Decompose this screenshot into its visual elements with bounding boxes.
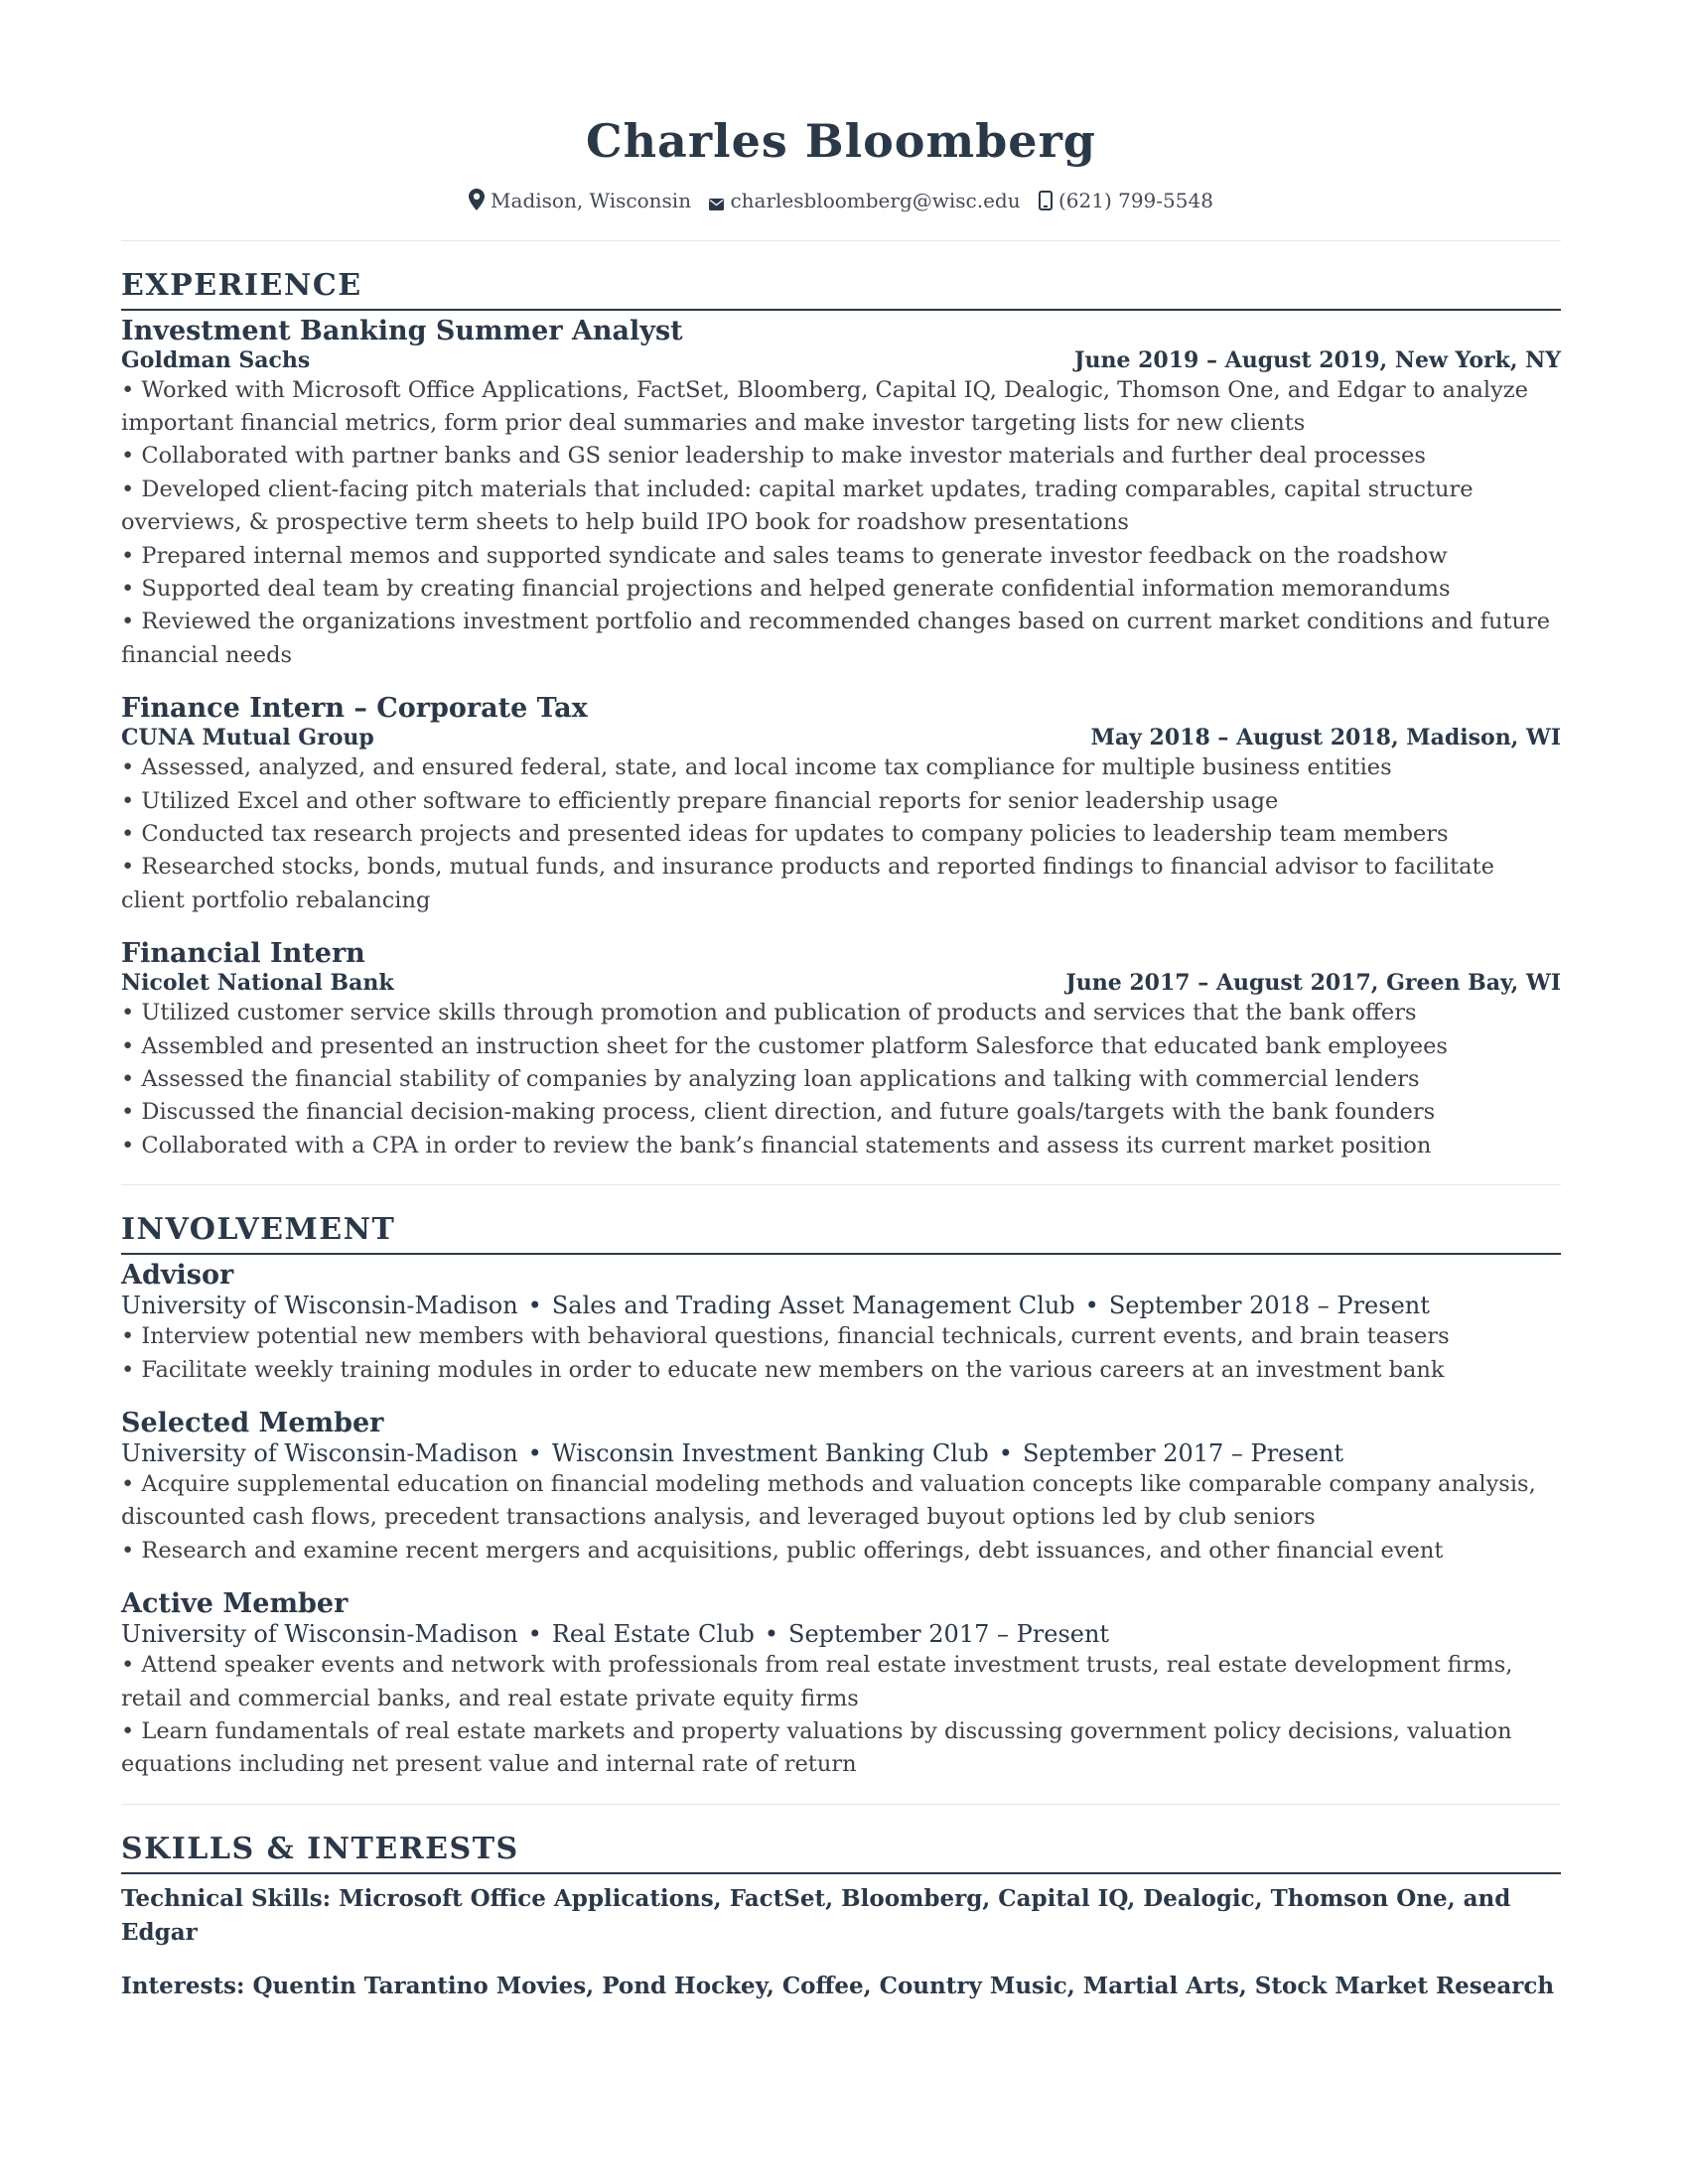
bullet-item: • Facilitate weekly training modules in order to educate new members on the various careers at an investment bank [121,1356,1445,1383]
bullet-item: • Worked with Microsoft Office Applications, FactSet, Bloomberg, Capital IQ, Dealogic, Thomson One, and Edgar to analyze important financial metrics, form prior deal summaries and make investor targeting lists for new clients [121,376,1528,436]
job-title: Finance Intern – Corporate Tax [121,693,588,725]
involvement-dates: September 2017 – Present [788,1620,1110,1649]
resume-content [121,0,1561,2003]
bullet-item: • Developed client-facing pitch materials that included: capital market updates, trading comparables, capital structure overviews, & prospective term sheets to help build IPO book for roadshow presentations [121,476,1474,536]
role-title: Active Member [121,1588,349,1620]
separator-dot: • [527,1620,542,1649]
job-dates-location: June 2017 – August 2017, Green Bay, WI [1065,970,1561,997]
involvement-details [121,1619,1561,1649]
involvement-entry [121,1589,1561,1782]
experience-entry [121,939,1561,1162]
involvement-school: University of Wisconsin-Madison [121,1439,518,1468]
experience-section [121,267,1561,1163]
bullet-item: • Collaborated with a CPA in order to review the bank’s financial statements and assess its current market position [121,1132,1432,1159]
phone-icon [1039,191,1053,210]
job-meta [121,346,1561,374]
contact-email[interactable] [709,187,1020,214]
email-text: charlesbloomberg@wisc.edu [730,188,1021,212]
bullet-list [121,1649,1561,1782]
involvement-entry [121,1261,1561,1387]
role-title: Advisor [121,1260,234,1292]
bullet-list [121,997,1561,1162]
bullet-item: • Utilized customer service skills through promotion and publication of products and services that the bank offers [121,1000,1417,1026]
section-heading-skills: SKILLS & INTERESTS [121,1831,1561,1874]
separator-dot: • [527,1439,542,1468]
involvement-school: University of Wisconsin-Madison [121,1292,518,1320]
job-dates-location: May 2018 – August 2018, Madison, WI [1090,725,1561,751]
involvement-dates: September 2017 – Present [1022,1439,1343,1468]
bullet-item: • Collaborated with partner banks and GS senior leadership to make investor materials and further deal processes [121,443,1426,470]
bullet-item: • Acquire supplemental education on financial modeling methods and valuation concepts like comparable company analysis, discounted cash flows, precedent transactions analysis, and leveraged buyout options led by club seniors [121,1471,1536,1531]
separator-dot: • [1084,1292,1099,1320]
involvement-details [121,1438,1561,1468]
section-divider [121,1184,1561,1185]
involvement-entry [121,1409,1561,1568]
bullet-item: • Discussed the financial decision-making process, client direction, and future goals/targets with the bank founders [121,1099,1436,1126]
skills-list [121,1882,1561,2003]
involvement-org: Real Estate Club [551,1620,755,1649]
section-heading-experience: EXPERIENCE [121,267,1561,311]
section-heading-involvement: INVOLVEMENT [121,1211,1561,1255]
separator-dot: • [764,1620,778,1649]
envelope-icon [709,199,724,210]
bullet-item: • Learn fundamentals of real estate markets and property valuations by discussing government policy decisions, valuation equations including net present value and internal rate of return [121,1718,1512,1778]
involvement-org: Sales and Trading Asset Management Club [551,1292,1075,1320]
technical-skills: Technical Skills: Microsoft Office Applications, FactSet, Bloomberg, Capital IQ, Dealogic, Thomson One, and Edgar [121,1884,1511,1946]
bullet-item: • Researched stocks, bonds, mutual funds, and insurance products and reported findings to financial advisor to facilitate client portfolio rebalancing [121,854,1494,913]
bullet-item: • Attend speaker events and network with professionals from real estate investment trusts, real estate development firms, retail and commercial banks, and real estate private equity firms [121,1652,1513,1711]
bullet-item: • Assembled and presented an instruction sheet for the customer platform Salesforce that educated bank employees [121,1032,1448,1059]
bullet-item: • Supported deal team by creating financial projections and helped generate confidential information memorandums [121,575,1451,602]
involvement-org: Wisconsin Investment Banking Club [551,1439,989,1468]
bullet-item: • Reviewed the organizations investment portfolio and recommended changes based on current market conditions and future financial needs [121,609,1551,668]
bullet-item: • Prepared internal memos and supported syndicate and sales teams to generate investor feedback on the roadshow [121,542,1448,569]
job-company: Goldman Sachs [121,346,311,373]
job-meta [121,724,1561,751]
involvement-details [121,1291,1561,1320]
bullet-item: • Assessed the financial stability of companies by analyzing loan applications and talking with commercial lenders [121,1066,1420,1092]
job-company: CUNA Mutual Group [121,725,374,751]
job-dates-location: June 2019 – August 2019, New York, NY [1074,346,1561,373]
contact-location [469,187,691,214]
job-meta [121,969,1561,997]
location-text: Madison, Wisconsin [491,188,692,212]
job-title: Financial Intern [121,938,365,970]
bullet-list [121,751,1561,917]
bullet-list [121,1320,1561,1387]
bullet-list [121,374,1561,673]
bullet-list [121,1468,1561,1568]
contact-line [121,185,1561,214]
experience-entry [121,317,1561,673]
bullet-item: • Conducted tax research projects and presented ideas for updates to company policies to leadership team members [121,820,1449,847]
involvement-dates: September 2018 – Present [1108,1292,1430,1320]
skills-section [121,1831,1561,2003]
header-divider [121,240,1561,241]
separator-dot: • [998,1439,1013,1468]
separator-dot: • [527,1292,542,1320]
job-company: Nicolet National Bank [121,970,394,997]
bullet-item: • Assessed, analyzed, and ensured federal, state, and local income tax compliance for multiple business entities [121,754,1392,781]
bullet-item: • Utilized Excel and other software to efficiently prepare financial reports for senior leadership usage [121,787,1279,814]
bullet-item: • Research and examine recent mergers and acquisitions, public offerings, debt issuances, and other financial event [121,1537,1444,1564]
section-divider [121,1804,1561,1805]
involvement-section [121,1211,1561,1782]
contact-phone[interactable] [1039,187,1213,214]
involvement-school: University of Wisconsin-Madison [121,1620,518,1649]
bullet-item: • Interview potential new members with behavioral questions, financial technicals, current events, and brain teasers [121,1323,1450,1350]
map-pin-icon [469,189,485,210]
candidate-name: Charles Bloomberg [586,114,1096,168]
phone-text: (621) 799-5548 [1057,188,1213,212]
role-title: Selected Member [121,1408,384,1439]
interests: Interests: Quentin Tarantino Movies, Pond Hockey, Coffee, Country Music, Martial Arts, Stock Market Research [121,1972,1555,1999]
experience-entry [121,694,1561,917]
job-title: Investment Banking Summer Analyst [121,315,683,346]
